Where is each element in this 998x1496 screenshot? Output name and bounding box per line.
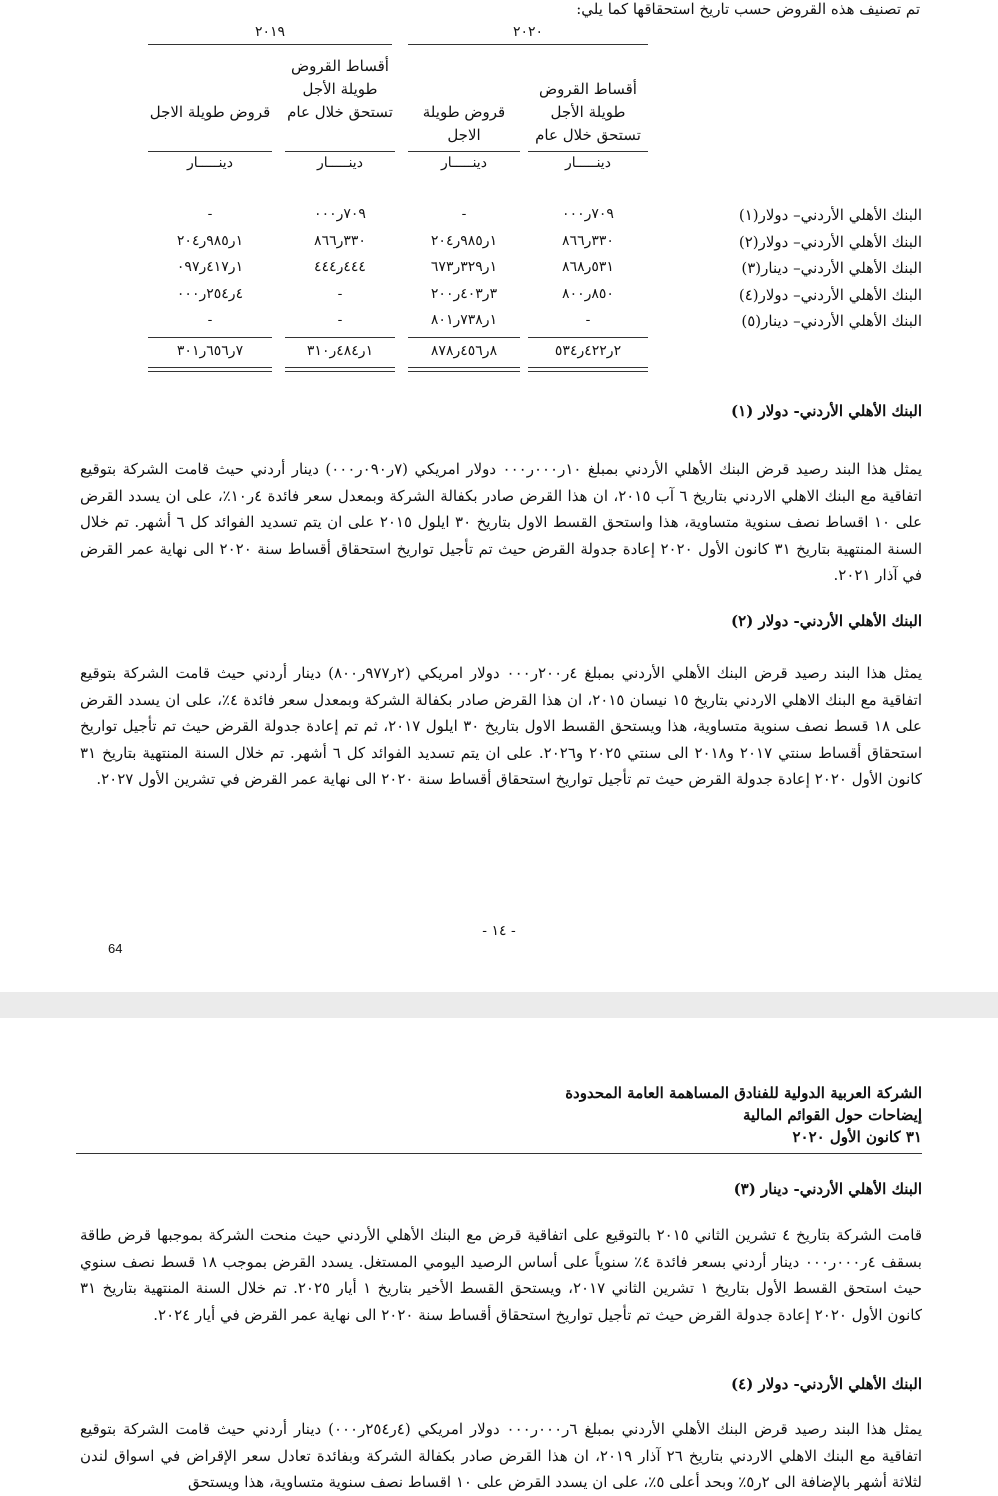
table-cell: - [207, 206, 213, 222]
table-cell: ٧٠٩ر٠٠٠ [314, 206, 366, 222]
total-cell: ١ر٤٨٤ر٣١٠ [306, 343, 374, 359]
row-label: البنك الأهلي الأردني– دولار(١) [738, 206, 922, 224]
section-text-loan-2: يمثل هذا البند رصيد قرض البنك الأهلي الأردني بمبلغ ٤ر٢٠٠ر٠٠٠ دولار امريكي (٢ر٩٧٧ر٨٠٠) دينار أردني حيث قامت الشركة بتوقيع اتفاقية مع البنك الاهلي الاردني بتاريخ ١٥ نيسان ٢٠١٥، ان هذا القرض صادر بكفالة الشركة وبمعدل سعر فائدة ٤٪، على ان يسدد القرض على ١٨ قسط نصف سنوية متساوية، هذا ويستحق القسط الاول بتاريخ ٣٠ ايلول ٢٠١٧، ثم تم إعادة جدولة القرض حيث تم تأجيل تواريخ استحقاق أقساط سنتي ٢٠١٧ و٢٠١٨ الى سنتي ٢٠٢٥ و٢٠٢٦. على ان يتم تسديد الفوائد كل ٦ أشهر. تم خلال السنة المنتهية بتاريخ ٣١ كانون الأول ٢٠٢٠ إعادة جدولة القرض حيث تم تأجيل تواريخ استحقاق أقساط سنة ٢٠٢٠ الى نهاية عمر القرض في تشرين الأول ٢٠٢٧. [80, 664, 923, 789]
row-label: البنك الأهلي الأردني– دينار(٥) [741, 312, 922, 330]
table-cell: - [337, 286, 343, 302]
table-cell: - [585, 312, 591, 328]
total-cell: ٨ر٤٥٦ر٨٧٨ [430, 343, 498, 359]
section-heading-loan-3: البنك الأهلي الأردني- دينار (٣) [733, 1180, 922, 1198]
subtotal-rule-c1 [528, 337, 648, 338]
page-15 [0, 1018, 998, 1496]
table-cell: ٧٠٩ر٠٠٠ [562, 206, 614, 222]
section-heading-loan-4: البنك الأهلي الأردني- دولار (٤) [731, 1375, 922, 1393]
year-2019-rule [148, 44, 392, 45]
table-cell: ١ر٧٣٨ر٨٠١ [430, 312, 498, 328]
row-label: البنك الأهلي الأردني– دولار(٤) [738, 286, 922, 304]
table-cell: ٥٣١ر٨٦٨ [562, 259, 614, 275]
table-cell: ٤ر٢٥٤ر٠٠٠ [176, 286, 244, 302]
header-rule-c4 [148, 151, 272, 152]
unit-label-c4: دينـــــار [187, 155, 233, 171]
subtotal-rule-c2 [408, 337, 520, 338]
total-cell: ٧ر٦٥٦ر٣٠١ [176, 343, 244, 359]
table-cell: ١ر٣٢٩ر٦٧٣ [430, 259, 498, 275]
column-header-longterm-2020: قروض طويلة الاجل [422, 103, 506, 144]
total-double-rule-c1 [528, 367, 648, 372]
year-2020-header: ٢٠٢٠ [512, 24, 544, 40]
header-rule-c1 [528, 151, 648, 152]
row-label: البنك الأهلي الأردني– دينار(٣) [741, 259, 922, 277]
subtotal-rule-c4 [148, 337, 272, 338]
table-cell: ٤٤٤ر٤٤٤ [314, 259, 366, 275]
document-subtitle: إيضاحات حول القوائم المالية [743, 1106, 922, 1124]
total-double-rule-c2 [408, 367, 520, 372]
unit-label-c2: دينـــــار [441, 155, 487, 171]
year-2020-rule [408, 44, 648, 45]
section-text-loan-3: قامت الشركة بتاريخ ٤ تشرين الثاني ٢٠١٥ بالتوقيع على اتفاقية قرض مع البنك الأهلي الأردني حيث منحت الشركة بموجبها قرض طاقة بسقف ٤ر٠٠٠ر٠٠٠ دينار أردني بسعر فائدة ٤٪ سنوياً على أساس الرصيد اليومي المستغل. يسدد القرض بموجب ١٨ قسط نصف سنوي حيث استحق القسط الأول بتاريخ ١ تشرين الثاني ٢٠١٧، ويستحق القسط الأخير بتاريخ ١ أيار ٢٠٢٥. تم خلال السنة المنتهية بتاريخ ٣١ كانون الأول ٢٠٢٠ إعادة جدولة القرض حيث تم تأجيل تواريخ استحقاق أقساط سنة ٢٠٢٠ الى نهاية عمر القرض في أيار ٢٠٢٤. [80, 1226, 923, 1324]
intro-text: تم تصنيف هذه القروض حسب تاريخ استحقاقها كما يلي: [576, 0, 920, 18]
year-2019-header: ٢٠١٩ [254, 24, 286, 40]
unit-label-c1: دينـــــار [565, 155, 611, 171]
row-label: البنك الأهلي الأردني– دولار(٢) [738, 233, 922, 251]
column-header-longterm-2019: قروض طويلة الاجل [149, 103, 271, 121]
section-text-loan-1: يمثل هذا البند رصيد قرض البنك الأهلي الأردني بمبلغ ١٠ر٠٠٠ر٠٠٠ دولار امريكي (٧ر٠٩٠ر٠٠٠) دينار أردني حيث قامت الشركة بتوقيع اتفاقية مع البنك الاهلي الاردني بتاريخ ٦ آب ٢٠١٥، ان هذا القرض صادر بكفالة الشركة وبمعدل سعر فائدة ٤ر١٠٪، على ان يسدد القرض على ١٠ اقساط نصف سنوية متساوية، هذا واستحق القسط الاول بتاريخ ٣٠ ايلول ٢٠١٥ على ان يتم تسديد الفوائد كل ٦ أشهر. تم خلال السنة المنتهية بتاريخ ٣١ كانون الأول ٢٠٢٠ إعادة جدولة القرض حيث تم تأجيل تواريخ استحقاق أقساط سنة ٢٠٢٠ الى نهاية عمر القرض في آذار ٢٠٢١. [80, 460, 923, 585]
company-name: الشركة العربية الدولية للفنادق المساهمة العامة المحدودة [565, 1084, 922, 1102]
table-cell: - [337, 312, 343, 328]
total-cell: ٢ر٤٢٢ر٥٣٤ [554, 343, 622, 359]
table-cell: ٣٣٠ر٨٦٦ [562, 233, 614, 249]
total-double-rule-c4 [148, 367, 272, 372]
page-index: 64 [108, 941, 123, 956]
table-cell: ١ر٤١٧ر٠٩٧ [176, 259, 244, 275]
header-rule-c2 [408, 151, 520, 152]
table-cell: ٣٣٠ر٨٦٦ [314, 233, 366, 249]
total-double-rule-c3 [285, 367, 395, 372]
table-cell: ١ر٩٨٥ر٢٠٤ [176, 233, 244, 249]
section-heading-loan-2: البنك الأهلي الأردني- دولار (٢) [731, 612, 922, 630]
column-header-current-2019: أقساط القروض طويلة الأجل تستحق خلال عام [287, 57, 393, 121]
table-cell: - [207, 312, 213, 328]
subtotal-rule-c3 [285, 337, 395, 338]
table-cell: - [461, 206, 467, 222]
table-cell: ٨٥٠ر٨٠٠ [562, 286, 614, 302]
unit-label-c3: دينـــــار [317, 155, 363, 171]
column-header-current-2020: أقساط القروض طويلة الأجل تستحق خلال عام [535, 80, 641, 144]
section-heading-loan-1: البنك الأهلي الأردني- دولار (١) [731, 402, 922, 420]
header-divider [76, 1153, 922, 1154]
page-number: - ١٤ - [482, 923, 516, 939]
document-date: ٣١ كانون الأول ٢٠٢٠ [792, 1128, 922, 1146]
table-cell: ٣ر٤٠٣ر٢٠٠ [430, 286, 498, 302]
header-rule-c3 [285, 151, 395, 152]
table-cell: ١ر٩٨٥ر٢٠٤ [430, 233, 498, 249]
section-text-loan-4: يمثل هذا البند رصيد قرض البنك الأهلي الأردني بمبلغ ٦ر٠٠٠ر٠٠٠ دولار امريكي (٤ر٢٥٤ر٠٠٠) دينار أردني حيث قامت الشركة بتوقيع اتفاقية مع البنك الاهلي الاردني بتاريخ ٢٦ آذار ٢٠١٩، ان هذا القرض صادر بكفالة الشركة وبفائدة تعادل سعر الإقراض في اسواق لندن لثلاثة أشهر بالإضافة الى ٢ر٥٪ وبحد أعلى ٥٪، على ان يسدد القرض على ١٠ اقساط نصف سنوية متساوية، هذا ويستحق [80, 1420, 923, 1492]
